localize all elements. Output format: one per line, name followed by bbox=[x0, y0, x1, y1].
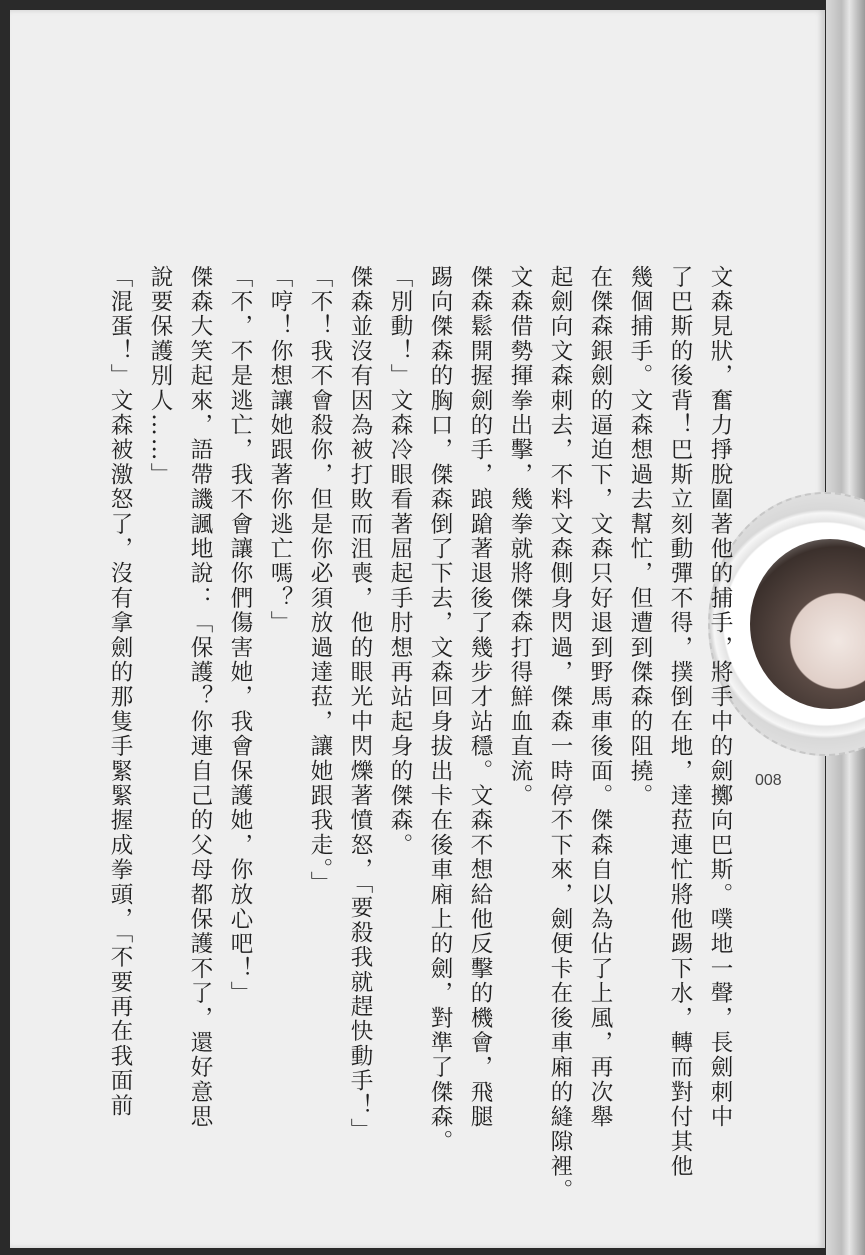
text-column: 踢向傑森的胸口，傑森倒了下去，文森回身拔出卡在後車廂上的劍，對準了傑森。 bbox=[427, 265, 453, 1155]
character-portrait bbox=[750, 539, 865, 709]
text-column: 「哼！你想讓她跟著你逃亡嗎？」 bbox=[267, 265, 293, 636]
decorative-header-art bbox=[532, 61, 798, 179]
text-column: 「不！我不會殺你，但是你必須放過達菈，讓她跟我走。」 bbox=[307, 265, 333, 896]
text-column: 「混蛋！」文森被激怒了，沒有拿劍的那隻手緊緊握成拳頭，「不要再在我面前 bbox=[107, 265, 133, 1119]
page-number: 008 bbox=[755, 772, 782, 789]
text-column: 幾個捕手。文森想過去幫忙，但遭到傑森的阻撓。 bbox=[627, 265, 653, 809]
text-column: 在傑森銀劍的逼迫下，文森只好退到野馬車後面。傑森自以為佔了上風，再次舉 bbox=[587, 265, 613, 1130]
text-column: 文森借勢揮拳出擊，幾拳就將傑森打得鮮血直流。 bbox=[507, 265, 533, 809]
text-column: 了巴斯的後背！巴斯立刻動彈不得，撲倒在地，達菈連忙將他踢下水，轉而對付其他 bbox=[667, 265, 693, 1179]
text-column: 傑森大笑起來，語帶譏諷地說：「保護？你連自己的父母都保護不了，還好意思 bbox=[187, 265, 213, 1130]
text-column: 文森見狀，奮力掙脫圍著他的捕手，將手中的劍擲向巴斯。噗地一聲，長劍刺中 bbox=[707, 265, 733, 1130]
text-column: 起劍向文森刺去，不料文森側身閃過，傑森一時停不下來，劍便卡在後車廂的縫隙裡。 bbox=[547, 265, 573, 1204]
text-column: 「不，不是逃亡，我不會讓你們傷害她，我會保護她，你放心吧！」 bbox=[227, 265, 253, 1006]
text-column: 傑森並沒有因為被打敗而沮喪，他的眼光中閃爍著憤怒，「要殺我就趕快動手！」 bbox=[347, 265, 373, 1143]
text-column: 「別動！」文森冷眼看著屈起手肘想再站起身的傑森。 bbox=[387, 265, 413, 858]
text-column: 說要保護別人……」 bbox=[147, 265, 173, 488]
text-column: 傑森鬆開握劍的手，踉蹌著退後了幾步才站穩。文森不想給他反擊的機會，飛腿 bbox=[467, 265, 493, 1130]
vertical-text-body bbox=[100, 265, 740, 1204]
